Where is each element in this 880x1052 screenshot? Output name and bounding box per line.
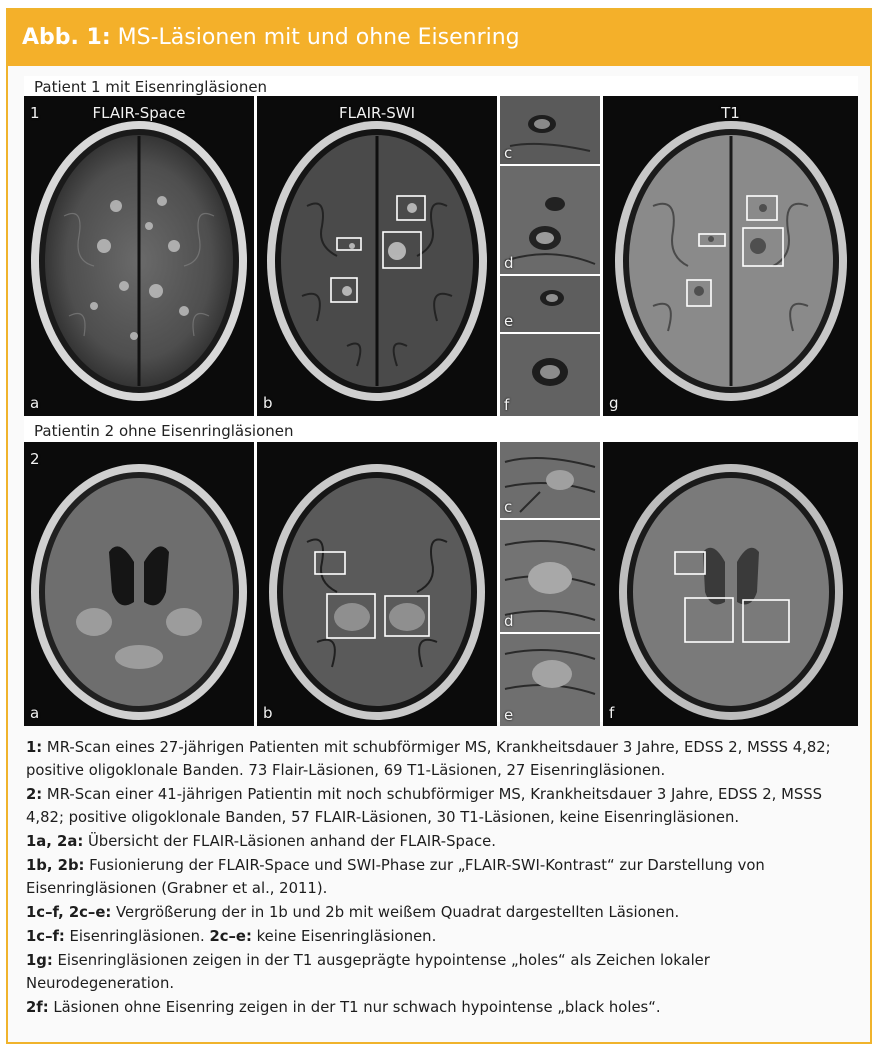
caption-text: keine Eisenringläsionen. <box>251 928 437 945</box>
row2-panel-b <box>257 442 497 726</box>
zoom-image-2e <box>500 634 600 726</box>
row1-number: 1 <box>30 104 40 122</box>
row1-title: Patient 1 mit Eisenringläsionen <box>34 76 271 98</box>
zoom-2c-letter: c <box>504 498 513 516</box>
caption-text: MR-Scan einer 41-jährigen Patientin mit noch schubförmiger MS, Krankheitsdauer 3 Jahre, EDSS 2, MSSS 4,82; positive oligoklonale Banden, 57 FLAIR-Läsionen, 30 T1-Läsionen, keine Eisenringläsionen. <box>26 786 823 826</box>
row1-zoom-d <box>500 166 600 274</box>
figure-body <box>8 66 870 1042</box>
panel-2b-letter: b <box>263 704 273 722</box>
caption-line-2 <box>26 783 856 829</box>
row1-panel-b-flair-swi <box>257 96 497 416</box>
caption-text: Eisenringläsionen. <box>64 928 210 945</box>
figure-number: Abb. 1: <box>22 25 111 50</box>
row2-zoom-e <box>500 634 600 726</box>
panel-a-title: FLAIR-Space <box>92 104 186 122</box>
brain-image-1a <box>24 96 254 416</box>
row2-panel-f-t1 <box>603 442 858 726</box>
caption-line-8 <box>26 996 856 1019</box>
caption-text: MR-Scan eines 27-jährigen Patienten mit schubförmiger MS, Krankheitsdauer 3 Jahre, EDSS 2, MSSS 4,82; positive oligoklonale Banden. 73 Flair-Läsionen, 69 T1-Läsionen, 27 Eisenringläsionen. <box>26 739 831 779</box>
caption-text: Fusionierung der FLAIR-Space und SWI-Phase zur „FLAIR-SWI-Kontrast“ zur Darstellung von Eisenringläsionen (Grabner et al., 2011). <box>26 857 765 897</box>
zoom-e-letter: e <box>504 312 514 330</box>
caption-key: 1c–f: <box>26 928 65 945</box>
caption-line-5 <box>26 901 856 924</box>
mri-figure <box>24 76 858 722</box>
caption-line-4 <box>26 854 856 900</box>
figure-box <box>6 8 872 1044</box>
panel-a-letter: a <box>30 394 40 412</box>
brain-image-2f <box>603 442 858 726</box>
zoom-2d-letter: d <box>504 612 514 630</box>
caption-text: Vergrößerung der in 1b und 2b mit weißem Quadrat dargestellten Läsionen. <box>111 904 680 921</box>
caption-line-3 <box>26 830 856 853</box>
brain-image-1g <box>603 96 858 416</box>
caption-line-7 <box>26 949 856 995</box>
row1-panel-g-t1 <box>603 96 858 416</box>
row1-panel-a-flair-space <box>24 96 254 416</box>
caption-line-6 <box>26 925 856 948</box>
zoom-image-1d <box>500 166 600 274</box>
zoom-image-2d <box>500 520 600 632</box>
caption-key: 1c–f, 2c–e: <box>26 904 112 921</box>
caption-key: 2: <box>26 786 43 803</box>
brain-image-2b <box>257 442 497 726</box>
caption-text: Eisenringläsionen zeigen in der T1 ausgeprägte hypointense „holes“ als Zeichen lokaler Neurodegeneration. <box>26 952 710 992</box>
zoom-image-1c <box>500 96 600 164</box>
panel-2f-letter: f <box>609 704 615 722</box>
zoom-image-2c <box>500 442 600 518</box>
caption-key: 1g: <box>26 952 53 969</box>
caption-key: 1b, 2b: <box>26 857 85 874</box>
zoom-image-1f <box>500 334 600 416</box>
panel-g-title: T1 <box>721 104 740 122</box>
panel-g-letter: g <box>609 394 619 412</box>
figure-header <box>8 10 870 66</box>
figure-title: MS-Läsionen mit und ohne Eisenring <box>117 25 520 50</box>
row1-zoom-c <box>500 96 600 164</box>
caption-key: 1: <box>26 739 43 756</box>
row1-zoom-e <box>500 276 600 332</box>
caption-key: 2c–e: <box>209 928 252 945</box>
brain-image-2a <box>24 442 254 726</box>
zoom-2e-letter: e <box>504 706 514 724</box>
zoom-image-1e <box>500 276 600 332</box>
row1-zoom-f <box>500 334 600 416</box>
caption-line-1 <box>26 736 856 782</box>
panel-b-title: FLAIR-SWI <box>338 104 416 122</box>
row2-zoom-c <box>500 442 600 518</box>
row2-number: 2 <box>30 450 40 468</box>
caption-text: Läsionen ohne Eisenring zeigen in der T1 nur schwach hypointense „black holes“. <box>48 999 661 1016</box>
caption-key: 2f: <box>26 999 49 1016</box>
zoom-c-letter: c <box>504 144 513 162</box>
zoom-f-letter: f <box>504 396 510 414</box>
figure-caption <box>26 736 856 1020</box>
panel-2a-letter: a <box>30 704 40 722</box>
row2-panel-a <box>24 442 254 726</box>
panel-b-letter: b <box>263 394 273 412</box>
zoom-d-letter: d <box>504 254 514 272</box>
caption-key: 1a, 2a: <box>26 833 84 850</box>
row2-title: Patientin 2 ohne Eisenringläsionen <box>34 420 298 442</box>
caption-text: Übersicht der FLAIR-Läsionen anhand der FLAIR-Space. <box>83 833 496 850</box>
brain-image-1b <box>257 96 497 416</box>
row2-zoom-d <box>500 520 600 632</box>
